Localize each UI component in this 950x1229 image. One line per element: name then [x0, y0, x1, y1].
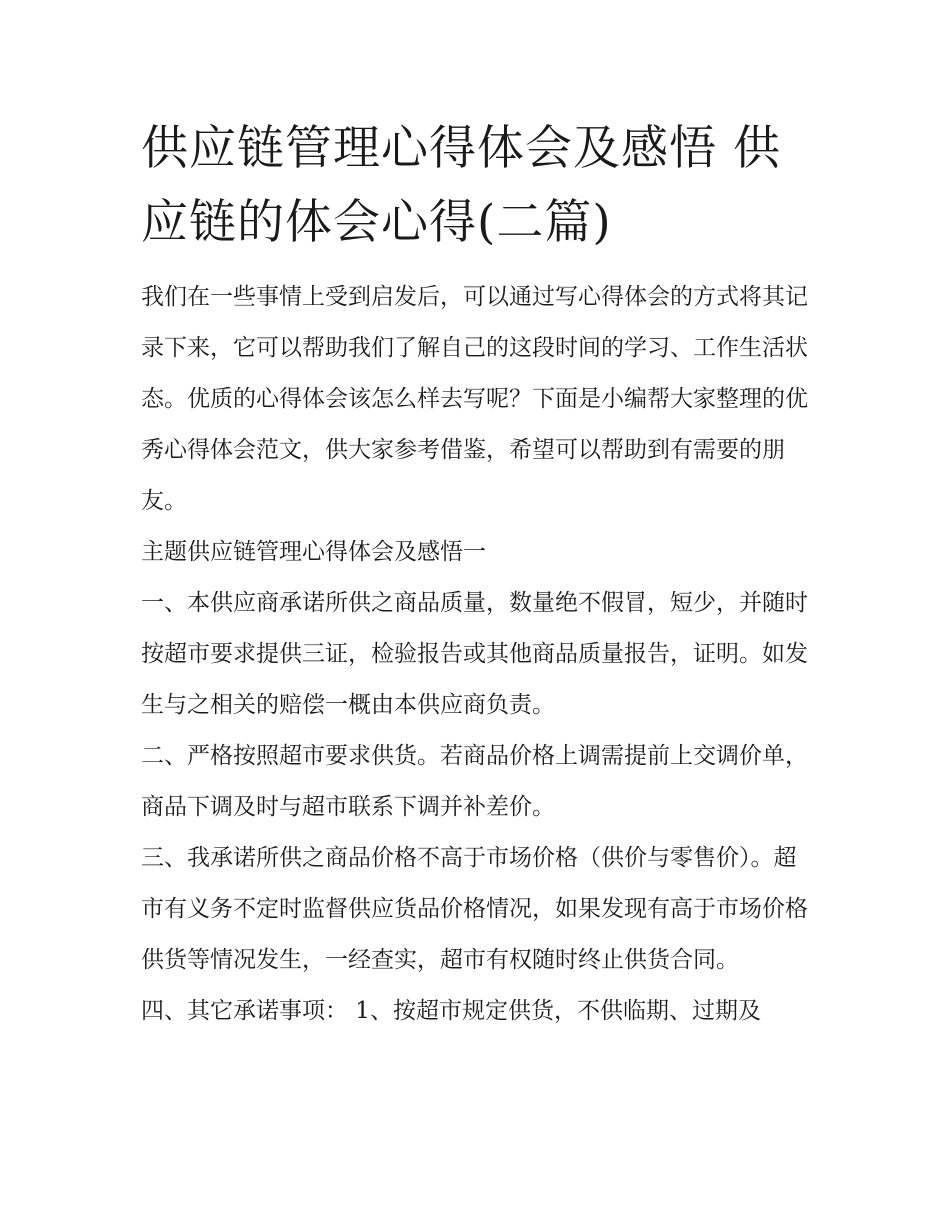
clause-four-paragraph: 四、其它承诺事项： 1、按超市规定供货，不供临期、过期及	[141, 998, 761, 1024]
document-title: 供应链管理心得体会及感悟 供应链的体会心得(二篇)	[141, 121, 781, 250]
document-page	[141, 112, 813, 1037]
intro-paragraph: 我们在一些事情上受到启发后，可以通过写心得体会的方式将其记录下来，它可以帮助我们了解自己的这段时间的学习、工作生活状态。优质的心得体会该怎么样去写呢？下面是小编帮大家整理的优秀心得体会范文，供大家参考借鉴，希望可以帮助到有需要的朋友。	[141, 284, 808, 514]
section-heading: 主题供应链管理心得体会及感悟一	[141, 539, 486, 565]
clause-three-paragraph: 三、我承诺所供之商品价格不高于市场价格（供价与零售价）。超市有义务不定时监督供应货品价格情况，如果发现有高于市场价格供货等情况发生，一经查实，超市有权随时终止供货合同。	[141, 845, 808, 973]
clause-one-paragraph: 一、本供应商承诺所供之商品质量，数量绝不假冒，短少，并随时按超市要求提供三证，检验报告或其他商品质量报告，证明。如发生与之相关的赔偿一概由本供应商负责。	[141, 590, 808, 718]
clause-two-paragraph: 二、严格按照超市要求供货。若商品价格上调需提前上交调价单，商品下调及时与超市联系下调并补差价。	[141, 743, 808, 820]
